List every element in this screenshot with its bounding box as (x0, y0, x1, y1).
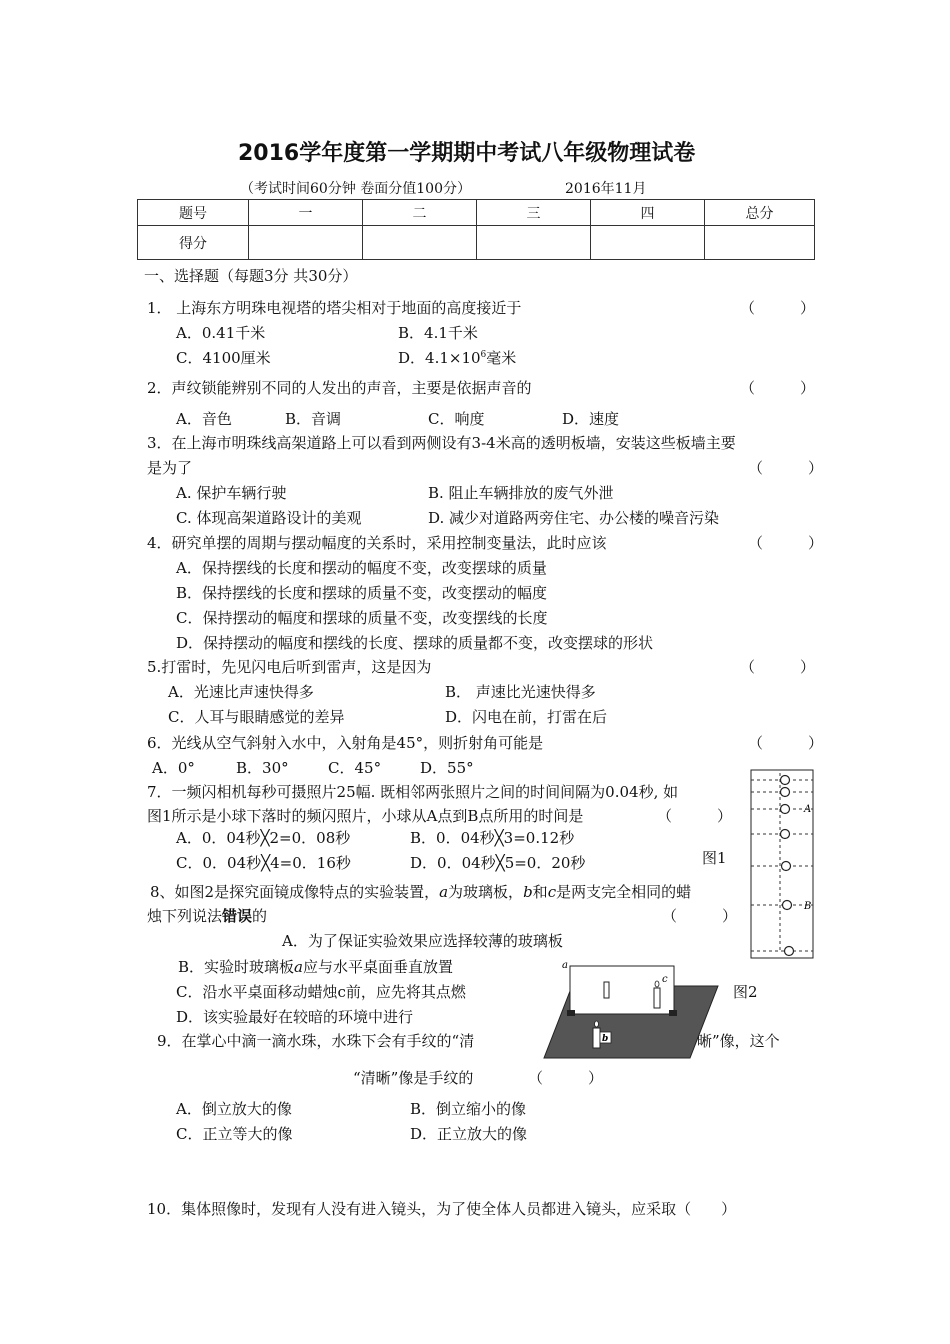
question-stem: 8、如图2是探究面镜成像特点的实验装置，a为玻璃板，b和c是两支完全相同的蜡 (150, 883, 692, 901)
option: C. 体现高架道路设计的美观 (176, 509, 362, 527)
question-stem: 2．声纹锁能辨别不同的人发出的声音，主要是依据声音的 (147, 379, 532, 397)
exam-info: （考试时间60分钟 卷面分值100分） (240, 181, 471, 197)
option: D．速度 (562, 410, 620, 428)
option: D. 减少对道路两旁住宅、办公楼的噪音污染 (428, 509, 720, 527)
option: D．正立放大的像 (410, 1125, 528, 1143)
figure-2-flame-b (595, 1021, 599, 1027)
figure-1-label: 图1 (702, 849, 727, 867)
score-row-label: 得分 (138, 226, 249, 260)
score-header-cell: 三 (477, 200, 591, 226)
option: B．倒立缩小的像 (410, 1100, 527, 1118)
answer-paren: （ ） (740, 379, 816, 397)
question-stem-end: 晰”像，这个 (697, 1032, 780, 1050)
figure-1-point-b: B (804, 901, 812, 912)
option: C．响度 (428, 410, 485, 428)
option: C．沿水平桌面移动蜡烛c前，应先将其点燃 (176, 983, 466, 1001)
score-cell[interactable] (249, 226, 363, 260)
question-stem: 9．在掌心中滴一滴水珠，水珠下会有手纹的“清 (157, 1032, 475, 1050)
score-header-cell: 一 (249, 200, 363, 226)
option: B．0．04秒╳3=0.12秒 (410, 829, 575, 847)
answer-paren: （ ） (528, 1069, 604, 1087)
page-title: 2016学年度第一学期期中考试八年级物理试卷 (238, 141, 696, 166)
option: D．0．04秒╳5=0．20秒 (410, 854, 586, 872)
answer-paren: （ ） (740, 299, 816, 317)
figure-2-mirror-setup (540, 958, 720, 1063)
section-title: 一、选择题（每题3分 共30分） (144, 267, 358, 285)
option: D．闪电在前，打雷在后 (445, 708, 608, 726)
answer-paren: （ ） (748, 734, 824, 752)
figure-1-balls (781, 776, 794, 956)
score-table (137, 199, 815, 260)
score-header-cell: 四 (591, 200, 705, 226)
question-stem: 7．一频闪相机每秒可摄照片25幅. 既相邻两张照片之间的时间间隔为0.04秒, 如 (147, 783, 679, 801)
option: B．保持摆线的长度和摆球的质量不变，改变摆动的幅度 (176, 584, 548, 602)
option: D．该实验最好在较暗的环境中进行 (176, 1008, 414, 1026)
figure-2-label-b: b (602, 1034, 609, 1044)
question-stem-line2: 图1所示是小球下落时的频闪照片，小球从A点到B点所用的时间是 (147, 807, 584, 825)
figure-2-label-c: c (662, 974, 668, 985)
option: B． 声速比光速快得多 (445, 683, 596, 701)
question-stem: 10．集体照像时，发现有人没有进入镜头，为了使全体人员都进入镜头，应采取（ ） (147, 1200, 737, 1218)
option: A．保持摆线的长度和摆动的幅度不变，改变摆球的质量 (176, 559, 547, 577)
option: C．4100厘米 (176, 349, 271, 367)
answer-paren: （ ） (662, 907, 738, 925)
question-stem: 1． 上海东方明珠电视塔的塔尖相对于地面的高度接近于 (147, 299, 522, 317)
option: B．实验时玻璃板a应与水平桌面垂直放置 (178, 958, 453, 976)
option: D．$4.1\times 10^6$毫米 (398, 349, 517, 367)
question-stem: 6．光线从空气斜射入水中，入射角是45°，则折射角可能是 (147, 734, 544, 752)
option: C．45° (328, 759, 382, 777)
option: C．保持摆动的幅度和摆球的质量不变，改变摆线的长度 (176, 609, 548, 627)
figure-1-strobe-photo (742, 765, 822, 965)
figure-2-stand-left (567, 1010, 575, 1016)
figure-1-point-a: A (804, 804, 812, 815)
option: A．为了保证实验效果应选择较薄的玻璃板 (282, 932, 563, 950)
question-stem: 4．研究单摆的周期与摆动幅度的关系时，采用控制变量法，此时应该 (147, 534, 607, 552)
option: D．保持摆动的幅度和摆线的长度、摆球的质量都不变，改变摆球的形状 (176, 634, 654, 652)
score-table-row (138, 226, 815, 260)
option: B．30° (236, 759, 289, 777)
answer-paren: （ ） (748, 534, 824, 552)
score-header-cell: 总分 (705, 200, 815, 226)
option: A．音色 (176, 410, 232, 428)
figure-2-flame-c (655, 981, 659, 987)
score-header-cell: 题号 (138, 200, 249, 226)
score-cell[interactable] (705, 226, 815, 260)
question-stem-line2: 是为了 (147, 459, 193, 477)
figure-2-label-a: a (562, 960, 568, 971)
figure-2-stand-right (669, 1010, 677, 1016)
question-stem: 3．在上海市明珠线高架道路上可以看到两侧设有3-4米高的透明板墙，安装这些板墙主要 (147, 434, 736, 452)
figure-2-candle-c (654, 988, 660, 1008)
option: C．正立等大的像 (176, 1125, 293, 1143)
option: B. 阻止车辆排放的废气外泄 (428, 484, 614, 502)
answer-paren: （ ） (748, 459, 824, 477)
option: B．4.1千米 (398, 324, 478, 342)
exam-date: 2016年11月 (565, 181, 647, 197)
score-table-header-row (138, 200, 815, 226)
option: A．0．04秒╳2=0．08秒 (176, 829, 351, 847)
option: D．55° (420, 759, 474, 777)
option: A．光速比声速快得多 (168, 683, 314, 701)
score-cell[interactable] (591, 226, 705, 260)
option: A．倒立放大的像 (176, 1100, 292, 1118)
score-cell[interactable] (363, 226, 477, 260)
option: A. 保护车辆行驶 (176, 484, 287, 502)
option: C．0．04秒╳4=0．16秒 (176, 854, 351, 872)
figure-2-candle-b (593, 1028, 600, 1048)
option: C．人耳与眼睛感觉的差异 (168, 708, 345, 726)
option: A．0° (152, 759, 195, 777)
option: B．音调 (285, 410, 342, 428)
question-stem-line2: 烛下列说法错误的 (147, 907, 268, 925)
answer-paren: （ ） (657, 807, 733, 825)
question-stem: 5.打雷时，先见闪电后听到雷声，这是因为 (147, 658, 432, 676)
score-cell[interactable] (477, 226, 591, 260)
option: A．0.41千米 (176, 324, 266, 342)
question-stem-line2: “清晰”像是手纹的 (353, 1069, 474, 1087)
answer-paren: （ ） (740, 658, 816, 676)
score-header-cell: 二 (363, 200, 477, 226)
figure-2-label: 图2 (733, 983, 758, 1001)
figure-2-candle-image (604, 982, 609, 998)
